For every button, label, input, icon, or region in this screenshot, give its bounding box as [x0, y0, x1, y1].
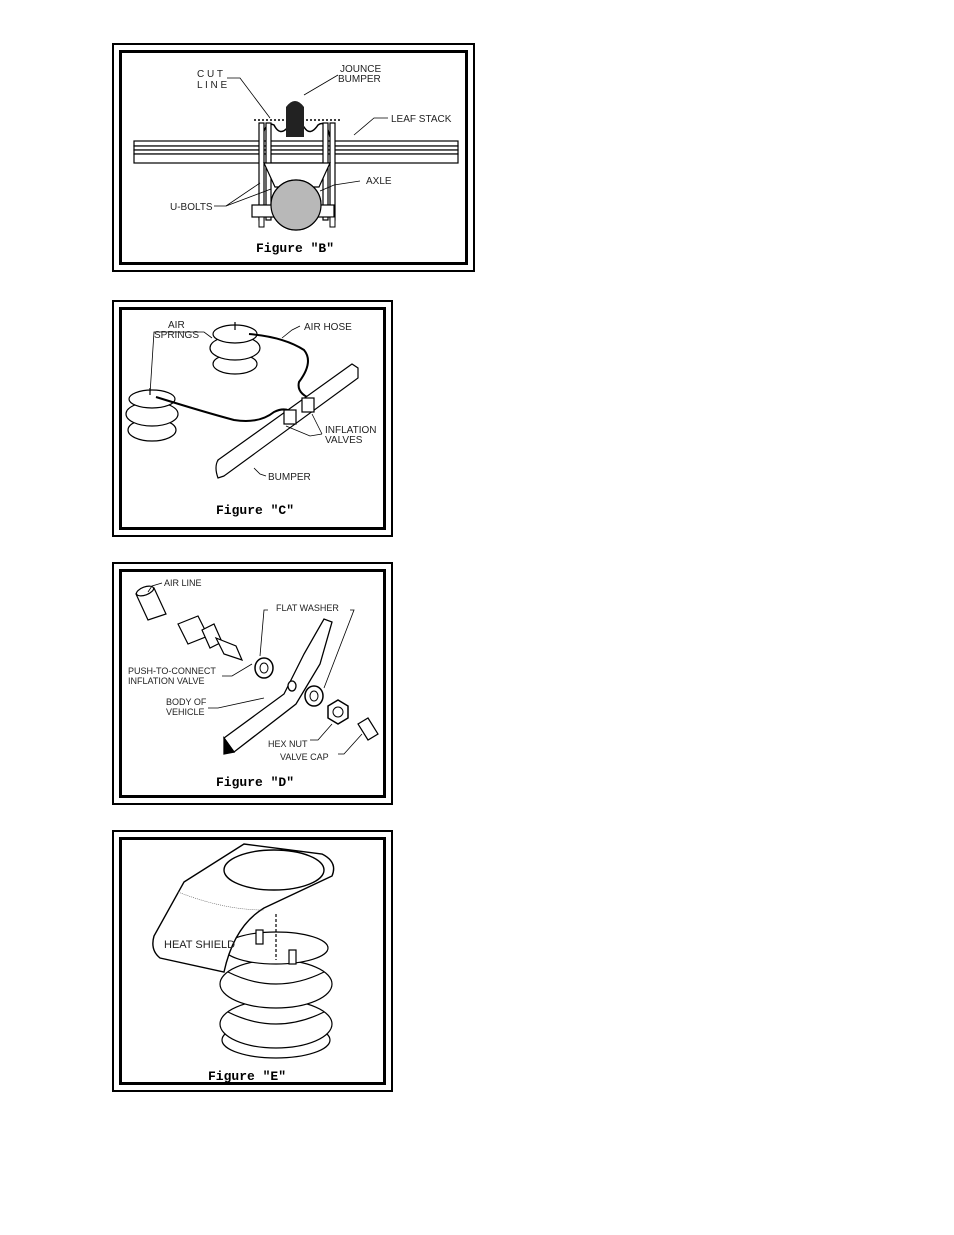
- valve-cap: [358, 718, 378, 740]
- label-push-2: INFLATION VALVE: [128, 676, 205, 686]
- label-valve-cap: VALVE CAP: [280, 752, 329, 762]
- label-body-1: BODY OF: [166, 697, 207, 707]
- figure-c-panel: [112, 300, 393, 537]
- label-leaf-stack: LEAF STACK: [391, 114, 452, 125]
- inflation-valve: [178, 616, 242, 660]
- label-axle: AXLE: [366, 176, 392, 187]
- label-jounce-2: BUMPER: [338, 74, 381, 85]
- label-air-2: SPRINGS: [154, 330, 200, 341]
- label-bumper: BUMPER: [268, 472, 311, 483]
- air-spring-lower: [126, 388, 178, 441]
- label-flat-washer: FLAT WASHER: [276, 603, 339, 613]
- figure-c-diagram: [114, 302, 395, 539]
- figure-e-caption: Figure "E": [208, 1069, 287, 1084]
- air-line: [135, 584, 166, 620]
- label-inflation-1: INFLATION: [325, 425, 377, 436]
- label-jounce-1: JOUNCE: [340, 64, 382, 75]
- air-spring-upper: [210, 322, 260, 374]
- label-heat-shield: HEAT SHIELD: [164, 939, 236, 951]
- figure-d-panel: [112, 562, 393, 805]
- figure-c-caption: Figure "C": [216, 503, 295, 518]
- leaf-stack: [134, 141, 458, 163]
- axle-front: [271, 180, 321, 230]
- label-cut-line-1: C U T: [197, 69, 223, 80]
- label-air-hose: AIR HOSE: [304, 322, 352, 333]
- jounce-bumper: [286, 101, 304, 137]
- label-air-1: AIR: [168, 320, 185, 331]
- label-cut-line-2: L I N E: [197, 80, 228, 91]
- figure-e-panel: [112, 830, 393, 1092]
- label-push-1: PUSH-TO-CONNECT: [128, 666, 216, 676]
- figure-d-diagram: [114, 564, 395, 807]
- figure-b-diagram: [114, 45, 477, 274]
- label-body-2: VEHICLE: [166, 707, 205, 717]
- label-inflation-2: VALVES: [325, 435, 363, 446]
- figure-b-panel: [112, 43, 475, 272]
- figure-d-caption: Figure "D": [216, 775, 295, 790]
- figure-e-diagram: [114, 832, 395, 1094]
- label-hex-nut: HEX NUT: [268, 739, 308, 749]
- label-air-line: AIR LINE: [164, 578, 202, 588]
- figure-b-caption: Figure "B": [256, 241, 335, 256]
- label-u-bolts: U-BOLTS: [170, 202, 213, 213]
